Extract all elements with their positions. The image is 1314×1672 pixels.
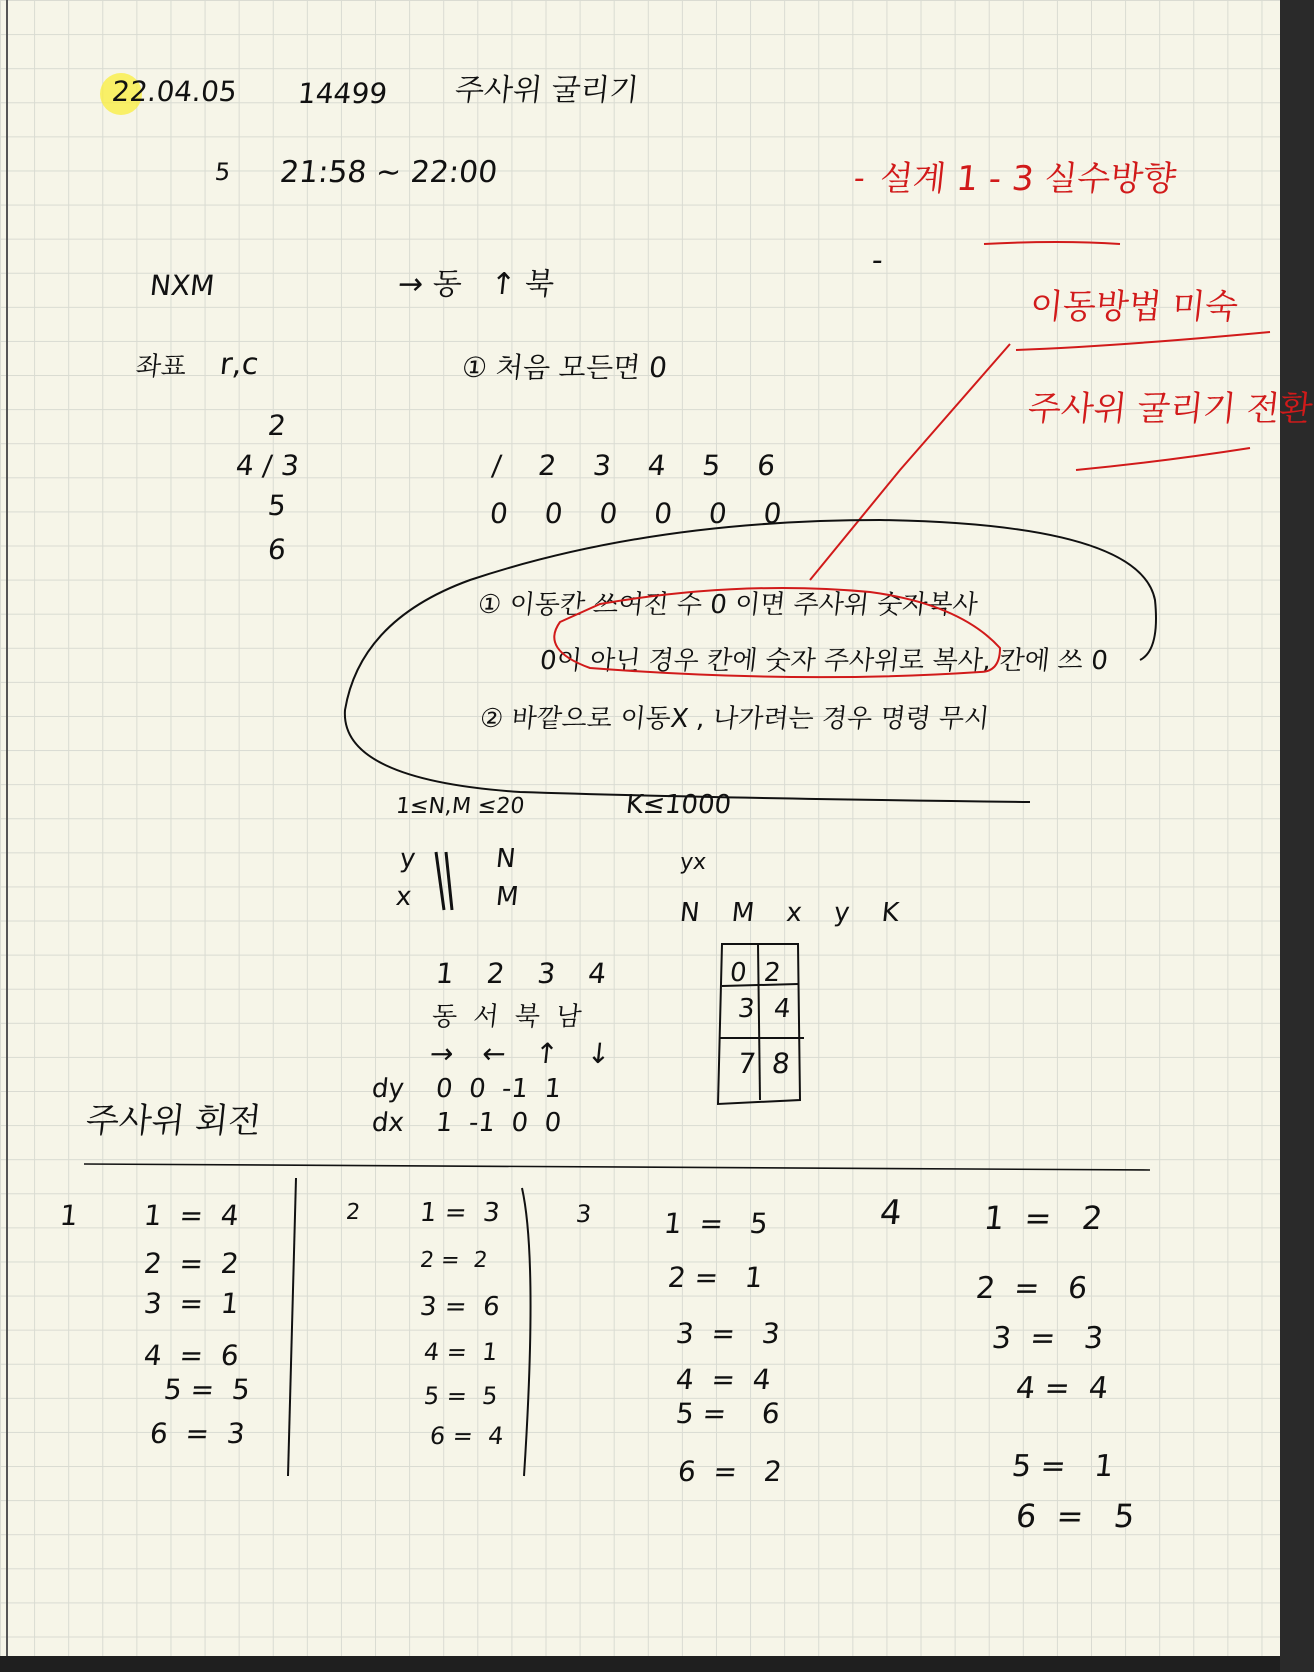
group-label: 1 [58,1199,80,1232]
rule-1: ① 이동칸 쓰여진 수 0 이면 주사위 숫자복사 [476,590,980,620]
rotation-row: 1 = 3 [418,1198,502,1228]
input-order: N M x y K [678,898,913,928]
section-rule [84,1164,1150,1170]
rotation-row: 5 = 5 [422,1382,500,1410]
rotation-row: 2 = 2 [418,1248,489,1273]
strike-marks [436,852,452,910]
grid-cell: 4 [772,994,793,1024]
nm-constraint: 1≤N,M ≤20 [394,794,526,819]
rotation-title: 주사위 회전 [83,1101,264,1141]
group-label: 4 [877,1193,904,1233]
step-zero: ① 처음 모든면 0 [460,351,669,384]
net-top: 2 [266,409,288,442]
reason-note-1: 이동방법 미숙 [1027,287,1240,327]
red-oval [554,588,1000,677]
coord-label: 좌표 [134,352,188,382]
rotation-row: 3 = 6 [418,1292,502,1322]
date: 22.04.05 [110,75,239,108]
column-divider [522,1188,531,1476]
rotation-row: 2 = 1 [666,1261,765,1294]
rotation-row: 3 = 1 [142,1287,241,1320]
net-row3: 5 [266,489,288,522]
dy-label: dy [370,1074,406,1104]
rotation-row: 5 = 5 [162,1373,252,1406]
rotation-row: 2 = 6 [974,1271,1089,1306]
grid-size: NXM [148,269,217,302]
face-index-row: / 2 3 4 5 6 [490,449,791,482]
time-range: 21:58 ~ 22:00 [278,155,500,190]
rotation-row: 6 = 3 [148,1417,247,1450]
column-divider [288,1178,296,1476]
dir-numbers: 1 2 3 4 [434,957,620,990]
red-underline [1076,448,1250,470]
net-row4: 6 [266,533,288,566]
dy-values: 0 0 -1 1 [434,1074,563,1104]
design-note: 설계 1 - 3 실수방향 [877,159,1178,199]
dir-arrows: → ← ↑ ↓ [428,1037,623,1070]
rotation-row: 2 = 2 [142,1247,241,1280]
y-label: y [398,844,417,874]
rotation-row: 1 = 5 [662,1207,770,1240]
grid-cell: 2 [762,958,783,988]
k-constraint: K≤1000 [624,790,733,820]
rotation-row: 1 = 4 [142,1199,241,1232]
time-prefix: 5 [213,158,232,186]
grid-cell: 7 [736,1047,758,1080]
rotation-row: 6 = 5 [1014,1497,1137,1535]
net-middle: 4 / 3 [234,449,301,482]
rotation-row: 1 = 2 [982,1199,1105,1237]
x-label: x [394,882,413,912]
rotation-row: 6 = 4 [428,1422,506,1450]
grid-cell: 0 [728,958,749,988]
rotation-row: 6 = 2 [676,1455,784,1488]
grid-cell: 8 [770,1047,792,1080]
rotation-row: 5 = 1 [1010,1449,1116,1484]
note-dash: - [852,161,867,196]
rotation-row: 3 = 3 [674,1317,782,1350]
face-value-row: 0 0 0 0 0 0 [488,497,798,530]
reason-note-2: 주사위 굴리기 전환 [1025,389,1314,429]
rotation-row: 4 = 6 [142,1339,241,1372]
small-grid-divider [758,944,760,1100]
rotation-row: 4 = 1 [422,1338,500,1366]
group-label: 2 [344,1200,362,1225]
dx-values: 1 -1 0 0 [434,1108,563,1138]
dir-names: 동 서 북 남 [430,1002,587,1032]
coord-vars: r,c [218,347,261,382]
rotation-row: 3 = 3 [990,1321,1105,1356]
rotation-row: 4 = 4 [1014,1371,1110,1406]
red-connector [810,344,1010,580]
m-label: M [494,882,521,912]
dash-mark: - [870,243,885,278]
yx-label: yx [678,850,708,875]
grid-cell: 3 [736,994,757,1024]
rule-2: 0이 아닌 경우 칸에 숫자 주사위로 복사, 칸에 쓰 0 [538,646,1110,676]
small-grid-divider [722,984,798,986]
n-label: N [494,844,518,874]
rule-3: ② 바깥으로 이동X , 나가려는 경우 명령 무시 [478,704,991,734]
rotation-row: 5 = 6 [674,1397,782,1430]
red-underline [1016,332,1270,350]
problem-number: 14499 [296,77,389,110]
rotation-row: 4 = 4 [674,1363,773,1396]
group-label: 3 [574,1200,593,1228]
direction-hint: → 동 ↑ 북 [396,267,556,302]
dx-label: dx [370,1108,406,1138]
bottom-bar [0,1656,1280,1672]
problem-title: 주사위 굴리기 [453,73,641,108]
red-underline [984,242,1120,244]
black-loop [345,520,1156,802]
